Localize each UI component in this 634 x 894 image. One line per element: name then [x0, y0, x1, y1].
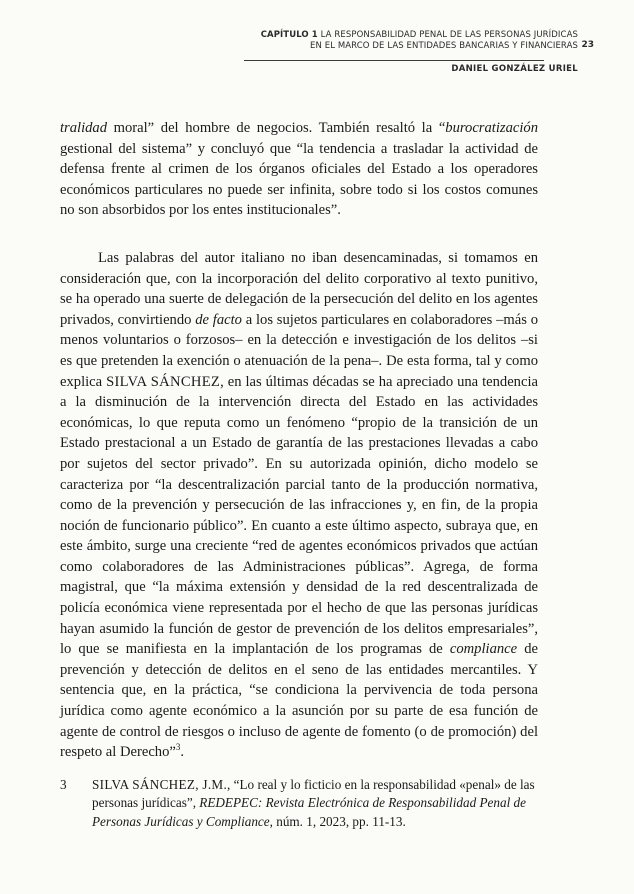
text-span: de prevención y detección de delitos en el seno de las entidades mercantiles. Y sentencia que, en la práctica, “se condiciona la pervivencia de toda persona jurídica como agente económico a la asunción por su parte de esa función de agente de control de riesgos o incluso de agente de fomento (o de promoción) del respeto al Derecho”	[60, 641, 538, 761]
italic-term: tralidad	[60, 120, 108, 136]
footnote-number: 3	[60, 777, 67, 792]
page-number: 23	[581, 40, 594, 50]
header-rule	[244, 60, 544, 61]
text-span: Las palabras del autor italiano no iban desencaminadas, si tomamos en consideración que, con la incorporación del delito corporativo al texto punitivo, se ha operado una suerte de delegación de la persecución del delito en los agentes privados, convirtiendo	[60, 249, 538, 328]
text-span: .	[180, 744, 185, 761]
italic-term: de facto	[195, 311, 242, 328]
text-span: a los sujetos particulares en colaboradores –más o menos voluntarios o forzosos– en la detección e investigación de los delitos –si es que pretenden la exención o atenuación de la pena–. De esta forma, tal y como explica	[60, 311, 538, 390]
paragraph-1	[60, 118, 538, 221]
italic-term: burocratización	[445, 120, 538, 136]
text-span: gestional del sistema” y concluyó que “la tendencia a trasladar la actividad de defensa frente al crimen de los órganos oficiales del Estado a los operadores económicos particulares no puede ser infinita, sobre todo si los costos comunes no son absorbidos por los entes institucionales”.	[60, 140, 538, 219]
footnote	[60, 776, 538, 831]
cited-author: SILVA SÁNCHEZ, J.M.	[92, 777, 228, 792]
text-span: , en las últimas décadas se ha apreciado una tendencia a la disminución de la intervención directa del Estado en las actividades económicas, lo que reputa como un fenómeno “propio de la transición de un Estado prestacional a un Estado de garantía de las prestaciones llevadas a cabo por sujetos del sector privado”. En su autorizada opinión, dicho modelo se caracteriza por “la descentralización parcial tanto de la producción normativa, como de la prevención y persecución de las infracciones y, en fin, de la propia noción de funcionario público”. En cuanto a este último aspecto, subraya que, en este ámbito, surge una creciente “red de agentes económicos privados que actúan como colaboradores de las Administraciones públicas”. Agrega, de forma magistral, que “la máxima extensión y densidad de la red descentralizada de policía económica viene representada por el hecho de que las personas jurídicas hayan asumido la función de gestor de prevención de los delitos empresariales”, lo que se manifiesta en la implantación de los programas de	[60, 373, 538, 658]
cited-author: SILVA SÁNCHEZ	[106, 373, 221, 390]
running-header-line-1	[158, 30, 578, 41]
author-name: DANIEL GONZÁLEZ URIEL	[451, 64, 578, 74]
text-span: moral” del hombre de negocios. También resaltó la “	[107, 120, 446, 136]
chapter-label: CAPÍTULO 1	[260, 30, 318, 40]
main-text	[60, 118, 538, 763]
paragraph-2	[60, 248, 538, 763]
running-header	[158, 30, 578, 74]
text-span: , “Lo real y lo ficticio en la responsabilidad «penal» de las personas jurídicas”,	[92, 777, 535, 811]
italic-term: compliance	[449, 641, 518, 658]
chapter-title-line-1: LA RESPONSABILIDAD PENAL DE LAS PERSONAS JURÍDICAS	[320, 30, 578, 40]
text-span: , núm. 1, 2023, pp. 11-13.	[269, 813, 406, 829]
footnote-reference[interactable]: 3	[175, 742, 181, 753]
footnote-text	[92, 776, 538, 831]
chapter-title-line-2: EN EL MARCO DE LAS ENTIDADES BANCARIAS Y FINANCIERAS	[310, 41, 578, 51]
journal-title: REDEPEC: Revista Electrónica de Responsabilidad Penal de Personas Jurídicas y Compliance	[92, 795, 526, 829]
